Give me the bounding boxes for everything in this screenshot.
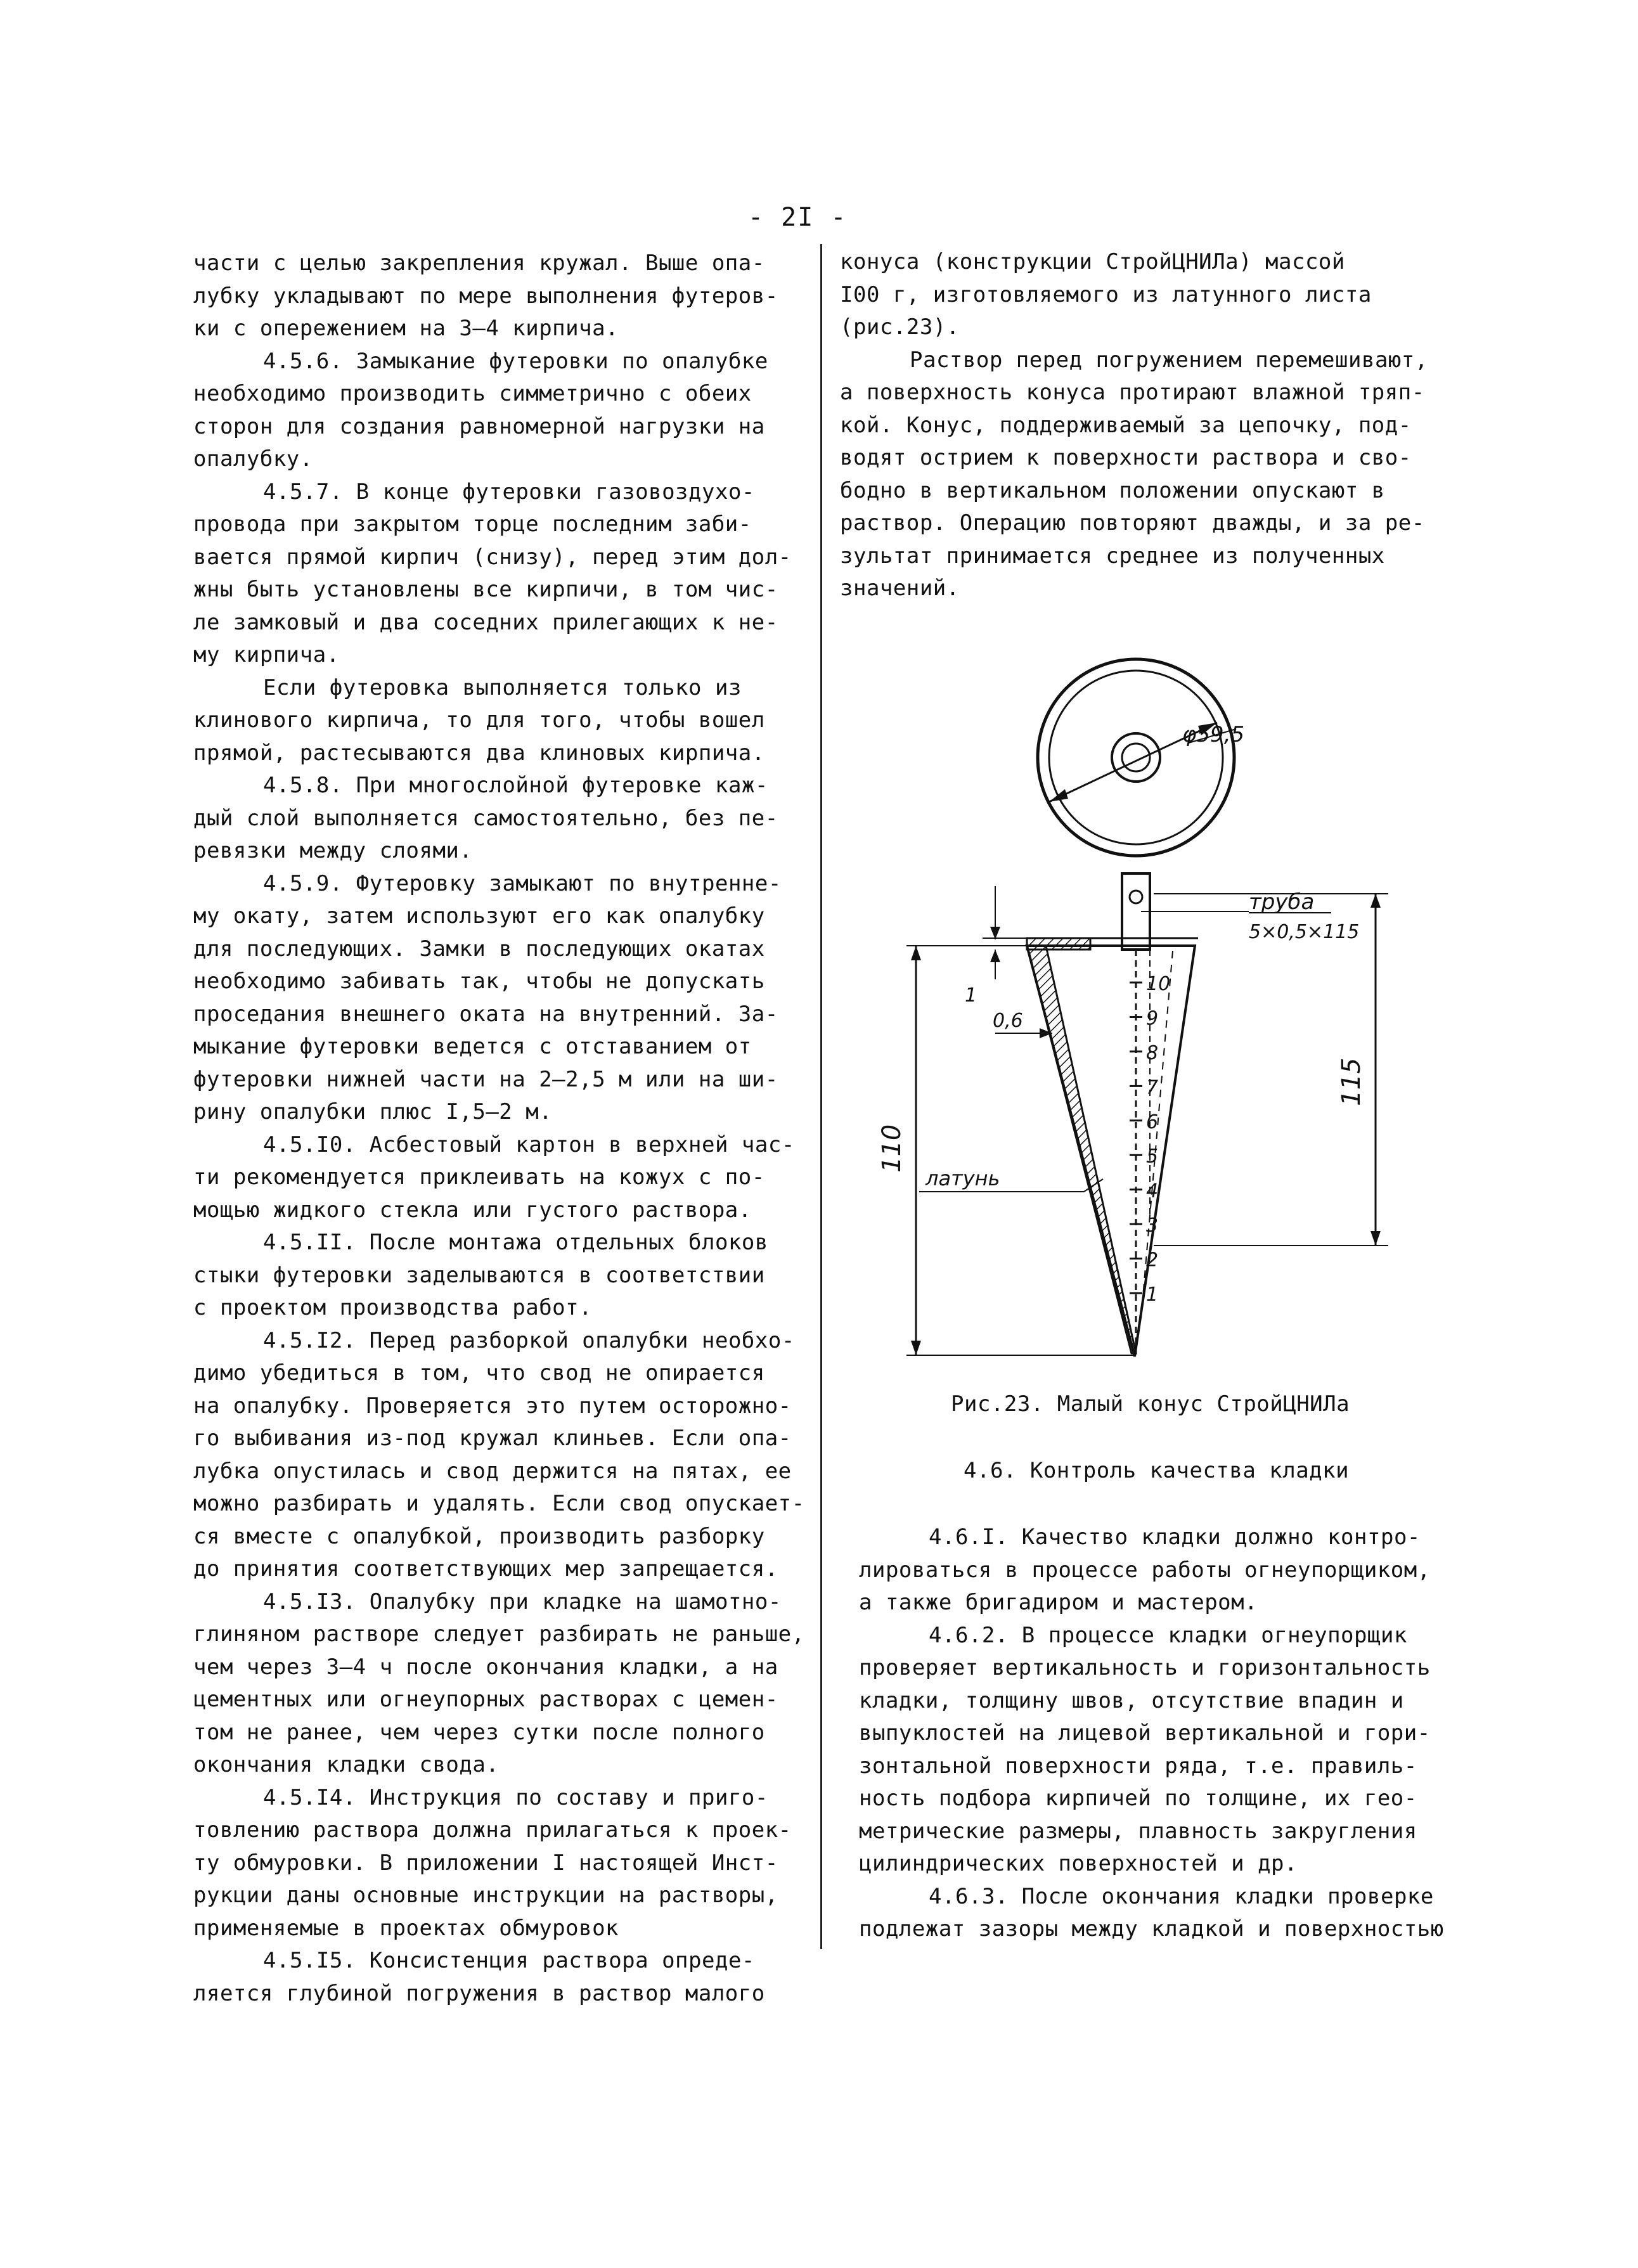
cone-drawing	[843, 647, 1452, 1376]
text-line: раствор. Операцию повторяют дважды, и за ре-	[840, 510, 1425, 536]
column-divider	[820, 244, 822, 1949]
section-heading: 4.6. Контроль качества кладки	[964, 1458, 1350, 1483]
brass-callout	[919, 1166, 1103, 1192]
scale-mark-label: 4	[1146, 1180, 1159, 1202]
text-line: применяемые в проектах обмуровок	[193, 1915, 619, 1941]
scale-mark-label: 9	[1146, 1007, 1159, 1030]
page-number: - 2I -	[748, 203, 848, 232]
text-line: бодно в вертикальном положении опускают в	[840, 477, 1385, 503]
text-line: 4.6.2. В процессе кладки огнеупорщик	[929, 1622, 1407, 1648]
scale-mark-label: 6	[1146, 1111, 1159, 1133]
text-line: (рис.23).	[840, 314, 960, 340]
text-line: глиняном растворе следует разбирать не раньше,	[193, 1621, 805, 1647]
text-line: вается прямой кирпич (снизу), перед этим дол-	[193, 544, 792, 570]
text-line: 4.5.6. Замыкание футеровки по опалубке	[263, 348, 768, 374]
text-line: том не ранее, чем через сутки после полного	[193, 1719, 765, 1745]
text-line: мощью жидкого стекла или густого раствора.	[193, 1197, 752, 1223]
scale-mark-label: 5	[1146, 1145, 1159, 1168]
text-line: подлежат зазоры между кладкой и поверхностью	[859, 1916, 1444, 1942]
scale-mark-label: 8	[1146, 1041, 1159, 1064]
text-line: дый слой выполняется самостоятельно, без пе-	[193, 805, 778, 831]
text-line: можно разбирать и удалять. Если свод опускает-	[193, 1491, 805, 1516]
text-line: до принятия соответствующих мер запрещается.	[193, 1556, 778, 1582]
text-line: провода при закрытом торце последним заби-	[193, 512, 752, 537]
text-line: значений.	[840, 576, 960, 601]
label-tube: труба	[1249, 889, 1315, 915]
text-line: 4.5.I4. Инструкция по составу и приго-	[263, 1784, 768, 1810]
text-line: 4.5.I5. Консистенция раствора опреде-	[263, 1948, 755, 1973]
scale-mark-label: 3	[1146, 1215, 1159, 1237]
label-height-tube: 115	[1337, 1057, 1366, 1106]
text-line: 4.5.I3. Опалубку при кладке на шамотно-	[263, 1588, 782, 1614]
text-line: 4.5.8. При многослойной футеровке каж-	[263, 773, 768, 798]
text-line: необходимо производить симметрично с обеих	[193, 381, 752, 406]
text-line: 4.5.II. После монтажа отдельных блоков	[263, 1230, 768, 1255]
text-line: 4.6.3. После окончания кладки проверке	[929, 1883, 1434, 1909]
right-text-column-top	[840, 246, 1448, 605]
text-line: ность подбора кирпичей по толщине, их гео-	[859, 1786, 1417, 1811]
text-line: рину опалубки плюс I,5–2 м.	[193, 1099, 553, 1124]
label-diameter: φ59,5	[1182, 722, 1245, 747]
tube-callout	[1141, 889, 1359, 943]
text-line: лироваться в процессе работы огнеупорщиком,	[859, 1557, 1431, 1583]
text-line: зультат принимается среднее из полученных	[840, 543, 1385, 569]
text-line: го выбивания из-под кружал клиньев. Если опа-	[193, 1426, 792, 1451]
text-line: проседания внешнего оката на внутренний. За-	[193, 1001, 778, 1027]
text-line: чем через 3–4 ч после окончания кладки, а на	[193, 1654, 778, 1680]
text-line: клинового кирпича, то для того, чтобы вошел	[193, 707, 765, 733]
left-text-column	[193, 247, 805, 2010]
label-tube-size: 5×0,5×115	[1249, 921, 1360, 943]
text-line: му кирпича.	[193, 642, 340, 667]
text-line: прямой, растесываются два клиновых кирпича.	[193, 740, 765, 766]
text-line: кой. Конус, поддерживаемый за цепочку, под-	[840, 412, 1412, 438]
right-text-column-bottom	[859, 1521, 1467, 1946]
text-line: ту обмуровки. В приложении I настоящей Инст-	[193, 1850, 778, 1876]
text-line: 4.5.I0. Асбестовый картон в верхней час-	[263, 1131, 795, 1157]
label-height-total: 110	[877, 1124, 906, 1173]
text-line: товлению раствора должна прилагаться к проек-	[193, 1817, 792, 1843]
text-line: с проектом производства работ.	[193, 1295, 593, 1320]
thickness-callout	[993, 1010, 1052, 1038]
text-line: рукции даны основные инструкции на растворы,	[193, 1883, 778, 1908]
text-line: Раствор перед погружением перемешивают,	[910, 347, 1428, 373]
text-line: ки с опережением на 3–4 кирпича.	[193, 316, 619, 341]
text-line: выпуклостей на лицевой вертикальной и гори-	[859, 1720, 1431, 1746]
text-line: опалубку.	[193, 446, 313, 472]
cone-figure	[843, 647, 1452, 1376]
text-line: I00 г, изготовляемого из латунного листа	[840, 281, 1372, 307]
scale-mark-label: 2	[1146, 1249, 1159, 1272]
text-line: ляется глубиной погружения в раствор малого	[193, 1980, 765, 2006]
cone-body	[1027, 938, 1198, 1356]
text-line: 4.5.I2. Перед разборкой опалубки необхо-	[263, 1327, 795, 1353]
text-line: мыкание футеровки ведется с отставанием от	[193, 1034, 752, 1059]
text-line: цилиндрических поверхностей и др.	[859, 1851, 1298, 1876]
label-thickness: 0,6	[993, 1010, 1023, 1032]
text-line: ти рекомендуется приклеивать на кожух с по-	[193, 1164, 765, 1190]
disc-top-view	[1038, 659, 1244, 856]
text-line: лубка опустилась и свод держится на пятах, ее	[193, 1458, 792, 1484]
text-line: необходимо забивать так, чтобы не допускать	[193, 969, 765, 994]
scale-mark-label: 1	[1146, 1284, 1159, 1306]
text-line: части с целью закрепления кружал. Выше опа-	[193, 250, 765, 276]
text-line: жны быть установлены все кирпичи, в том чис-	[193, 577, 778, 602]
scale-mark-label: 7	[1146, 1076, 1159, 1099]
text-line: для последующих. Замки в последующих окатах	[193, 936, 765, 962]
text-line: проверяет вертикальность и горизонтальность	[859, 1655, 1431, 1680]
text-line: сторон для создания равномерной нагрузки на	[193, 413, 765, 439]
text-line: 4.5.7. В конце футеровки газовоздухо-	[263, 479, 755, 505]
text-line: водят острием к поверхности раствора и сво-	[840, 445, 1412, 470]
text-line: 4.5.9. Футеровку замыкают по внутренне-	[263, 870, 782, 896]
text-line: метрические размеры, плавность закругления	[859, 1818, 1417, 1844]
text-line: ле замковый и два соседних прилегающих к не-	[193, 609, 778, 635]
text-line: кладки, толщину швов, отсутствие впадин и	[859, 1687, 1404, 1713]
label-offset: 1	[965, 984, 977, 1007]
text-line: футеровки нижней части на 2–2,5 м или на ши-	[193, 1066, 778, 1092]
text-line: Если футеровка выполняется только из	[263, 674, 742, 700]
text-line: ревязки между слоями.	[193, 838, 473, 863]
text-line: ся вместе с опалубкой, производить разборку	[193, 1523, 765, 1549]
text-line: на опалубку. Проверяется это путем осторожно-	[193, 1393, 792, 1419]
text-line: 4.6.I. Качество кладки должно контро-	[929, 1524, 1421, 1550]
text-line: му окату, затем используют его как опалубку	[193, 903, 765, 929]
figure-caption: Рис.23. Малый конус СтройЦНИЛа	[951, 1391, 1350, 1417]
text-line: лубку укладывают по мере выполнения футеров-	[193, 283, 778, 309]
text-line: а поверхность конуса протирают влажной тряп-	[840, 380, 1425, 405]
text-line: конуса (конструкции СтройЦНИЛа) массой	[840, 249, 1345, 274]
text-line: цементных или огнеупорных растворах с цемен-	[193, 1687, 778, 1712]
text-line: стыки футеровки заделываются в соответствии	[193, 1262, 765, 1288]
label-brass: латунь	[925, 1166, 1000, 1190]
text-line: димо убедиться в том, что свод не опирается	[193, 1360, 765, 1386]
text-line: окончания кладки свода.	[193, 1752, 500, 1777]
text-line: а также бригадиром и мастером.	[859, 1590, 1258, 1615]
scale-mark-label: 10	[1146, 973, 1171, 995]
text-line: зонтальной поверхности ряда, т.е. правиль-	[859, 1753, 1417, 1779]
height-dimension-110	[877, 946, 1135, 1355]
